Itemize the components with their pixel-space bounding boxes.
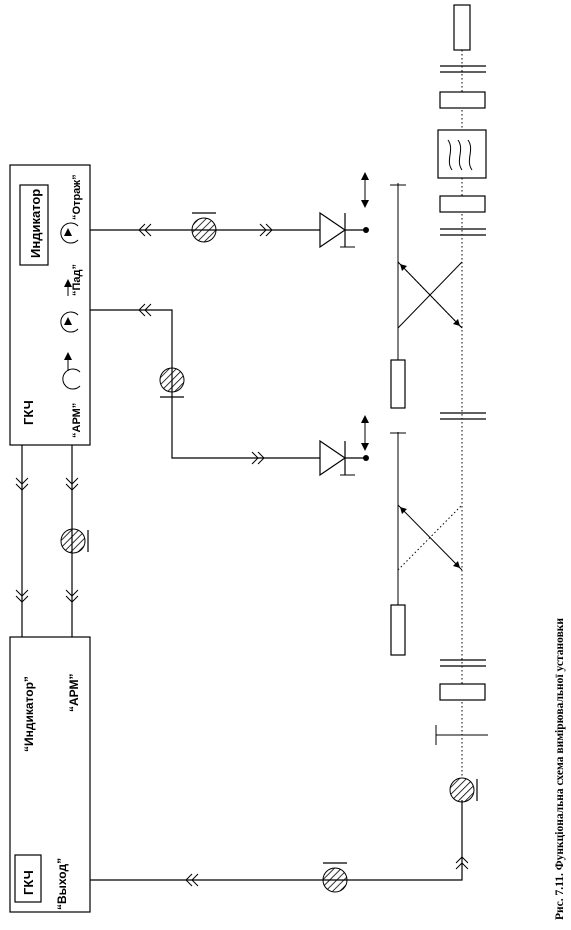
filter-box [438,130,486,178]
lower-gkch-unit [10,637,90,912]
otrazh-adjust-arrow-icon [361,172,369,208]
optical-bench [390,5,488,778]
vertical-attenuator-icon [450,778,477,802]
output-attenuator-icon [323,863,347,892]
figure-caption: Рис. 7.11. Функціональна схема вимірювальної установки [554,617,566,920]
cable-attenuator-icon [61,529,88,553]
pad-line [90,304,369,475]
lower-arm-label: “АРМ” [67,673,81,712]
lower-gkch-name: ГКЧ [21,870,36,895]
plate-pair-2 [440,229,486,235]
otrazh-attenuator-icon [192,213,216,242]
port-otrazh-label: “Отраж” [71,174,83,220]
upper-beam-splitter [390,183,462,408]
pad-adjust-arrow-icon [361,415,369,451]
indicator-display-label: Индикатор [28,188,43,258]
lens-element-1 [440,92,485,108]
lower-indicator-label: “Индикатор” [22,676,36,752]
lower-absorber [391,605,405,655]
lower-beam-splitter [390,432,462,655]
upper-gkch-unit [10,165,90,445]
port-arm-label: “АРМ” [71,402,83,438]
otrazh-line [90,172,369,247]
plate-pair-4 [440,660,486,666]
plate-pair-1 [440,66,486,72]
lower-out-label: “Выход” [55,857,69,910]
plate-pair-3 [440,413,486,419]
upper-gkch-name: ГКЧ [21,400,36,425]
port-pad-label: “Пад” [71,263,83,296]
lens-element-3 [440,684,485,700]
upper-absorber [391,360,405,408]
output-line [90,778,477,892]
top-horn-element [454,5,470,50]
lens-element-2 [440,196,485,212]
inter-unit-cables [16,445,88,637]
